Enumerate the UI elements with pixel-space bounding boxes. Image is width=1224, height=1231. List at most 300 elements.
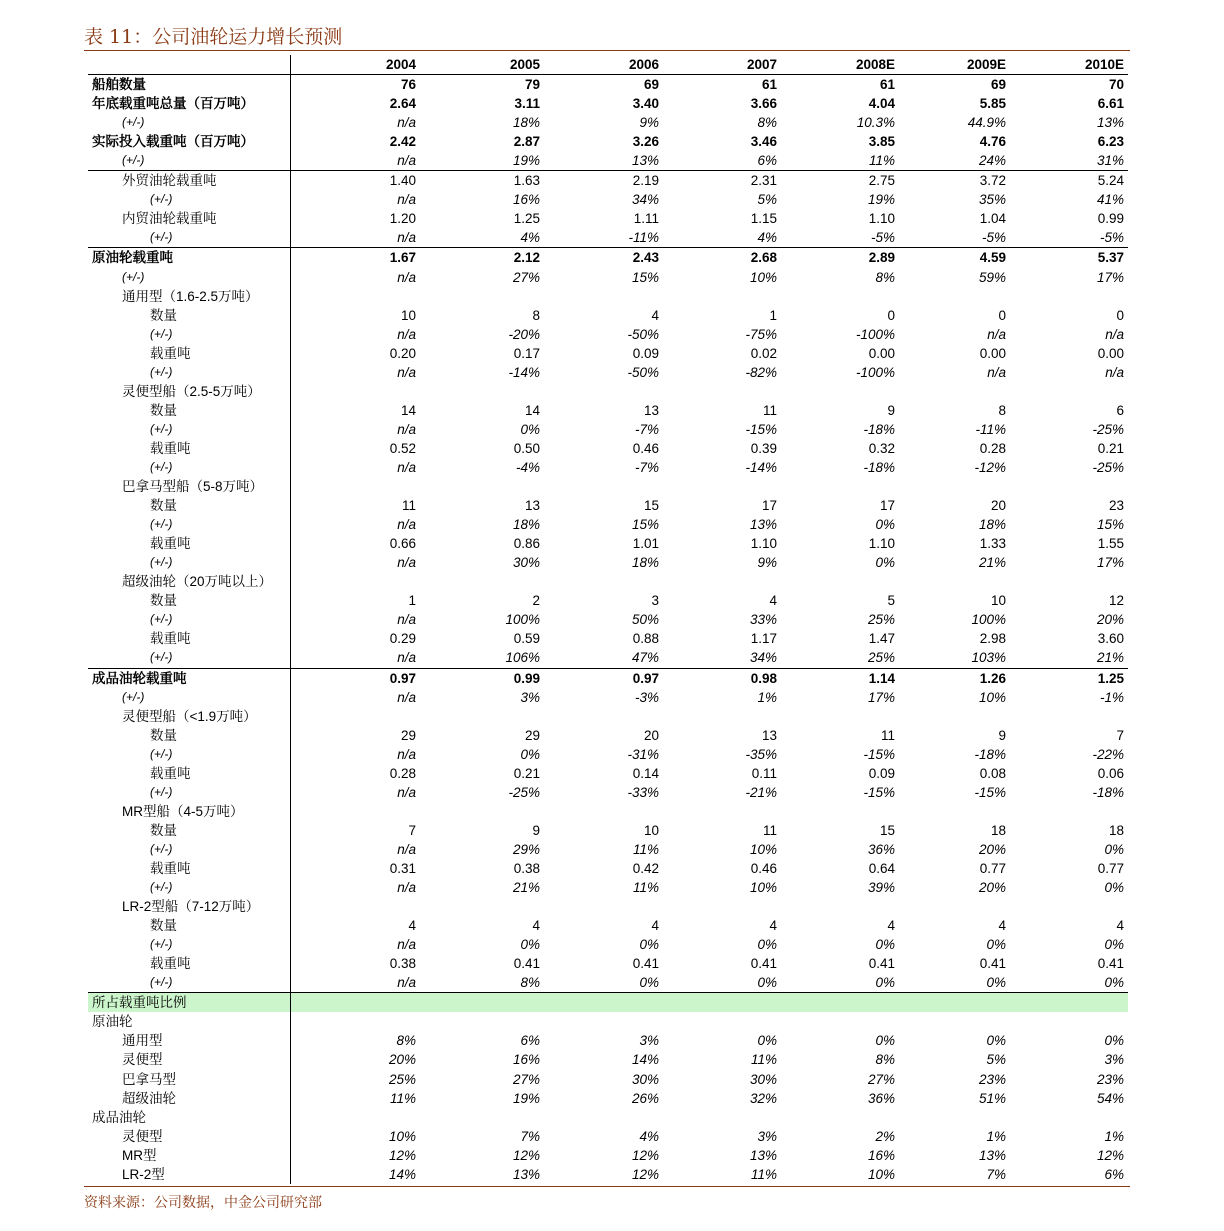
data-cell: 13% (749, 1147, 777, 1163)
data-cell: -15% (745, 421, 777, 437)
data-cell: 18 (1108, 822, 1124, 838)
data-cell: 0.29 (389, 631, 416, 647)
data-cell: 4.76 (979, 134, 1006, 150)
table-row (88, 1069, 1128, 1088)
data-cell: 25% (867, 612, 895, 628)
data-cell: 0% (875, 975, 895, 991)
table-row (88, 151, 1128, 171)
column-header: 2005 (420, 55, 544, 75)
data-cell: 0.97 (290, 668, 420, 688)
data-cell: 16% (867, 1147, 895, 1163)
data-cell: 79 (524, 77, 540, 93)
data-cell (899, 1012, 1010, 1031)
data-cell: 59% (978, 269, 1006, 285)
data-cell: 20% (388, 1052, 416, 1068)
data-cell: 16% (512, 1052, 540, 1068)
row-label: 实际投入载重吨（百万吨） (88, 132, 290, 151)
table-row (88, 610, 1128, 629)
data-cell (420, 707, 544, 726)
data-cell: n/a (1105, 326, 1124, 342)
row-label: 通用型 (88, 1031, 290, 1050)
data-cell (544, 287, 663, 306)
table-row (88, 439, 1128, 458)
row-label: (+/-) (88, 190, 290, 209)
data-cell: 0% (1104, 937, 1124, 953)
data-cell: 100% (505, 612, 540, 628)
data-cell: n/a (397, 364, 416, 380)
data-cell: 1.15 (750, 211, 777, 227)
column-header: 2008E (781, 55, 899, 75)
data-cell: n/a (397, 975, 416, 991)
data-cell: 13% (749, 517, 777, 533)
data-cell: 10 (643, 822, 659, 838)
data-cell (544, 572, 663, 591)
data-cell: n/a (987, 326, 1006, 342)
data-cell (420, 993, 544, 1013)
forecast-table (88, 55, 1128, 1184)
data-cell: -12% (974, 460, 1006, 475)
data-cell: 10% (388, 1128, 416, 1144)
data-cell: 0.41 (513, 956, 540, 972)
data-cell: 7 (1116, 727, 1124, 743)
data-cell: 0.59 (513, 631, 540, 647)
data-cell (899, 707, 1010, 726)
data-cell: 14% (631, 1052, 659, 1068)
row-label: LR-2型 (88, 1165, 290, 1184)
data-cell: 1.14 (781, 668, 899, 688)
row-label: 超级油轮（20万吨以上） (88, 572, 290, 591)
table-row (88, 268, 1128, 287)
data-cell: 12% (388, 1147, 416, 1163)
data-cell: 4 (769, 918, 777, 934)
data-cell: 17 (761, 498, 777, 514)
data-cell: -5% (981, 230, 1006, 246)
data-cell: 0% (986, 1033, 1006, 1049)
data-cell: 15 (643, 498, 659, 514)
data-cell: 14% (388, 1166, 416, 1182)
table-row (88, 1127, 1128, 1146)
data-cell: n/a (397, 612, 416, 628)
data-cell: 18% (512, 517, 540, 533)
data-cell (1010, 802, 1128, 821)
row-label: 船舶数量 (88, 75, 290, 95)
table-row (88, 287, 1128, 306)
row-label: 灵便型船（2.5-5万吨） (88, 382, 290, 401)
data-cell: 0.97 (544, 668, 663, 688)
data-cell: 47% (631, 650, 659, 666)
data-cell: 3 (651, 593, 659, 609)
data-cell: 0% (520, 937, 540, 953)
data-cell: 76 (400, 77, 416, 93)
table-row (88, 306, 1128, 325)
data-cell: 10% (749, 269, 777, 285)
data-cell: 0.41 (750, 956, 777, 972)
data-cell: 8% (875, 1052, 895, 1068)
data-cell: 11 (401, 498, 416, 514)
data-cell: 10 (990, 593, 1006, 609)
data-cell (781, 382, 899, 401)
data-cell: 0.41 (632, 956, 659, 972)
data-cell: -22% (1092, 746, 1124, 762)
data-cell (290, 287, 420, 306)
data-cell: 13 (761, 727, 777, 743)
data-cell: 1.25 (1010, 668, 1128, 688)
table-row (88, 534, 1128, 553)
row-label: 巴拿马型船（5-8万吨） (88, 477, 290, 496)
data-cell: 10 (400, 307, 416, 323)
data-cell: 0.41 (979, 956, 1006, 972)
data-cell: 4 (1116, 918, 1124, 934)
data-cell: -25% (1092, 421, 1124, 437)
data-cell: 0.00 (979, 345, 1006, 361)
data-cell: 0.06 (1097, 765, 1124, 781)
data-cell (1010, 993, 1128, 1013)
data-cell: 14 (524, 402, 540, 418)
row-label: 灵便型船（<1.9万吨） (88, 707, 290, 726)
data-cell: 0% (875, 1033, 895, 1049)
data-cell: 8 (532, 307, 540, 323)
row-label: 成品油轮载重吨 (88, 668, 290, 688)
data-cell: 1.67 (290, 248, 420, 268)
row-label: 原油轮 (88, 1012, 290, 1031)
data-cell: 51% (978, 1090, 1006, 1106)
data-cell: 0% (986, 975, 1006, 991)
data-cell: 1% (1104, 1128, 1124, 1144)
table-row (88, 325, 1128, 344)
table-row (88, 75, 1128, 95)
data-cell: -35% (745, 746, 777, 762)
data-cell: 15% (631, 517, 659, 533)
data-cell: 0 (998, 307, 1006, 323)
data-cell: 100% (971, 612, 1006, 628)
data-cell (290, 572, 420, 591)
data-cell: 29 (400, 727, 416, 743)
data-cell: 34% (749, 650, 777, 666)
data-cell: 10% (749, 841, 777, 857)
row-label: 载重吨 (88, 344, 290, 363)
data-cell: 27% (512, 269, 540, 285)
data-cell: 0.14 (632, 765, 659, 781)
data-cell: 32% (749, 1090, 777, 1106)
data-cell: 1.04 (979, 211, 1006, 227)
data-cell: 5.85 (979, 96, 1006, 112)
data-cell (781, 707, 899, 726)
table-row (88, 228, 1128, 248)
table-row (88, 935, 1128, 954)
table-row (88, 859, 1128, 878)
data-cell: 21% (978, 555, 1006, 571)
data-cell: 27% (867, 1071, 895, 1087)
data-cell: 6 (1116, 402, 1124, 418)
table-row (88, 726, 1128, 745)
table-row (88, 113, 1128, 132)
data-cell: 1.55 (1097, 536, 1124, 552)
table-row (88, 496, 1128, 515)
row-label: 巴拿马型 (88, 1069, 290, 1088)
data-cell: 3.66 (750, 96, 777, 112)
data-cell (781, 1012, 899, 1031)
data-cell: 13 (524, 498, 540, 514)
data-cell: 0.38 (513, 860, 540, 876)
data-cell: 9% (639, 115, 659, 131)
data-cell: n/a (397, 192, 416, 208)
data-cell (544, 897, 663, 916)
data-cell: 0 (887, 307, 895, 323)
data-cell: 19% (512, 153, 540, 169)
data-cell: 18 (990, 822, 1006, 838)
data-cell: 34% (631, 192, 659, 208)
data-cell (663, 802, 781, 821)
table-row (88, 629, 1128, 648)
data-cell: 0% (639, 975, 659, 991)
data-cell (899, 477, 1010, 496)
row-label: 数量 (88, 916, 290, 935)
data-cell: n/a (397, 326, 416, 342)
data-cell: 44.9% (967, 115, 1006, 131)
data-cell: 61 (879, 77, 895, 93)
data-cell: 4% (757, 230, 777, 246)
row-label: 通用型（1.6-2.5万吨） (88, 287, 290, 306)
data-cell: -25% (1092, 460, 1124, 475)
data-cell: 36% (867, 1090, 895, 1106)
table-row (88, 1146, 1128, 1165)
source-divider (84, 1186, 1130, 1187)
data-cell: 0% (1104, 975, 1124, 991)
data-cell: 4 (408, 918, 416, 934)
data-cell (1010, 1108, 1128, 1127)
data-cell: 30% (512, 555, 540, 571)
data-cell: 1% (986, 1128, 1006, 1144)
table-row (88, 363, 1128, 382)
data-cell: 1.26 (899, 668, 1010, 688)
data-cell: 2.68 (663, 248, 781, 268)
data-cell: 0.39 (750, 440, 777, 456)
data-cell: 0% (520, 421, 540, 437)
data-cell: -5% (870, 230, 895, 246)
data-cell: 12% (1096, 1147, 1124, 1163)
data-cell: -50% (627, 326, 659, 342)
data-cell: 19% (512, 1090, 540, 1106)
data-cell: 0.46 (750, 860, 777, 876)
row-label: (+/-) (88, 783, 290, 802)
data-cell (781, 993, 899, 1013)
data-cell: 4 (651, 918, 659, 934)
data-cell: 25% (388, 1071, 416, 1087)
data-cell (663, 993, 781, 1013)
data-cell: n/a (397, 421, 416, 437)
data-cell: -4% (515, 460, 540, 475)
data-cell: 2.64 (389, 96, 416, 112)
data-cell: 54% (1096, 1090, 1124, 1106)
data-cell: 8% (875, 269, 895, 285)
data-cell: 4.04 (868, 96, 895, 112)
table-row (88, 420, 1128, 439)
data-cell: 5% (757, 192, 777, 208)
row-label: (+/-) (88, 745, 290, 764)
data-cell (781, 287, 899, 306)
row-label: 内贸油轮载重吨 (88, 209, 290, 228)
data-cell: -33% (627, 784, 659, 800)
data-cell: 9% (757, 555, 777, 571)
table-row (88, 515, 1128, 534)
data-cell (420, 802, 544, 821)
data-cell (544, 477, 663, 496)
data-cell (544, 1012, 663, 1031)
data-cell: n/a (397, 841, 416, 857)
data-cell: 0.86 (513, 536, 540, 552)
data-cell: n/a (397, 650, 416, 666)
data-cell: 1.10 (868, 536, 895, 552)
data-cell (663, 1108, 781, 1127)
data-cell (781, 572, 899, 591)
data-cell: 1.20 (389, 211, 416, 227)
data-cell: 7 (408, 822, 416, 838)
data-cell: 31% (1096, 153, 1124, 169)
data-cell: -25% (508, 784, 540, 800)
data-cell: 4 (998, 918, 1006, 934)
row-label: (+/-) (88, 268, 290, 287)
data-cell: 0.08 (979, 765, 1006, 781)
row-label: (+/-) (88, 840, 290, 859)
row-label: 成品油轮 (88, 1108, 290, 1127)
data-cell: n/a (397, 517, 416, 533)
data-cell: 12 (1108, 593, 1124, 609)
table-row (88, 707, 1128, 726)
data-cell: -14% (745, 460, 777, 475)
data-cell: 33% (749, 612, 777, 628)
data-cell: 39% (867, 880, 895, 896)
data-cell: 1.33 (979, 536, 1006, 552)
data-cell: 3.46 (750, 134, 777, 150)
row-label: LR-2型船（7-12万吨） (88, 897, 290, 916)
row-label: MR型船（4-5万吨） (88, 802, 290, 821)
row-label: (+/-) (88, 648, 290, 668)
data-cell: 11% (868, 153, 895, 169)
data-cell: 3% (757, 1128, 777, 1144)
data-cell: 20% (978, 880, 1006, 896)
data-cell: 30% (631, 1071, 659, 1087)
data-cell: 0.32 (868, 440, 895, 456)
data-cell: 0.66 (389, 536, 416, 552)
data-cell (544, 707, 663, 726)
data-cell: 1 (769, 307, 777, 323)
data-cell: -14% (508, 364, 540, 380)
table-row (88, 401, 1128, 420)
data-cell: 3% (1104, 1052, 1124, 1068)
data-cell: 0.88 (632, 631, 659, 647)
table-row (88, 840, 1128, 859)
table-row (88, 209, 1128, 228)
data-cell (899, 287, 1010, 306)
data-cell: 6% (757, 153, 777, 169)
data-cell (781, 1108, 899, 1127)
row-label: (+/-) (88, 878, 290, 897)
table-row (88, 1089, 1128, 1108)
table-row (88, 171, 1128, 191)
data-cell: 0.20 (389, 345, 416, 361)
data-cell: 10% (978, 689, 1006, 705)
data-cell: 0% (875, 555, 895, 571)
data-cell: n/a (397, 269, 416, 285)
data-cell: 15% (1096, 517, 1124, 533)
table-row (88, 248, 1128, 268)
data-cell: 1.25 (513, 211, 540, 227)
data-cell (1010, 897, 1128, 916)
data-cell: 18% (978, 517, 1006, 533)
row-label: 载重吨 (88, 954, 290, 973)
data-cell: 0.17 (513, 345, 540, 361)
data-cell: 13% (1096, 115, 1124, 131)
data-cell: 0.64 (868, 860, 895, 876)
data-cell: 0.09 (632, 345, 659, 361)
data-cell: 35% (978, 192, 1006, 208)
data-cell: 2.75 (781, 171, 899, 191)
data-cell: -15% (974, 784, 1006, 800)
data-cell: 1.11 (633, 211, 659, 227)
data-cell: -3% (634, 689, 659, 705)
data-cell: 6.61 (1097, 96, 1124, 112)
data-cell (290, 1108, 420, 1127)
column-header: 2009E (899, 55, 1010, 75)
data-cell (544, 1108, 663, 1127)
row-label: 数量 (88, 726, 290, 745)
data-cell: 11% (389, 1090, 416, 1106)
column-header: 2007 (663, 55, 781, 75)
data-cell: n/a (397, 460, 416, 475)
data-cell (663, 287, 781, 306)
data-cell: 5.37 (1010, 248, 1128, 268)
row-label: 载重吨 (88, 629, 290, 648)
row-label: (+/-) (88, 113, 290, 132)
data-cell (899, 897, 1010, 916)
data-cell: 0.99 (420, 668, 544, 688)
data-cell: 0.42 (632, 860, 659, 876)
table-row (88, 745, 1128, 764)
data-cell: 18% (631, 555, 659, 571)
data-cell: 69 (643, 77, 659, 93)
row-label: (+/-) (88, 325, 290, 344)
data-cell: -7% (634, 421, 659, 437)
data-cell: 8% (520, 975, 540, 991)
row-label: 载重吨 (88, 534, 290, 553)
data-cell (290, 802, 420, 821)
data-cell: -82% (745, 364, 777, 380)
data-cell (290, 993, 420, 1013)
data-cell: 24% (978, 153, 1006, 169)
row-label: (+/-) (88, 151, 290, 171)
data-cell: 15% (631, 269, 659, 285)
row-label: (+/-) (88, 610, 290, 629)
data-cell: n/a (397, 555, 416, 571)
data-cell: 11% (632, 841, 659, 857)
data-cell: n/a (397, 880, 416, 896)
source-note: 资料来源：公司数据，中金公司研究部 (84, 1195, 322, 1211)
data-cell: 8% (396, 1033, 416, 1049)
data-cell: -100% (855, 364, 895, 380)
table-title: 表 11：公司油轮运力增长预测 (84, 26, 343, 48)
table-row (88, 1050, 1128, 1069)
row-label: MR型 (88, 1146, 290, 1165)
data-cell: 8 (998, 402, 1006, 418)
table-row (88, 916, 1128, 935)
data-cell: 0.77 (1097, 860, 1124, 876)
table-row (88, 591, 1128, 610)
table-row (88, 458, 1128, 477)
data-cell: 15 (879, 822, 895, 838)
data-cell (781, 477, 899, 496)
row-label: 灵便型 (88, 1127, 290, 1146)
row-label: 载重吨 (88, 439, 290, 458)
